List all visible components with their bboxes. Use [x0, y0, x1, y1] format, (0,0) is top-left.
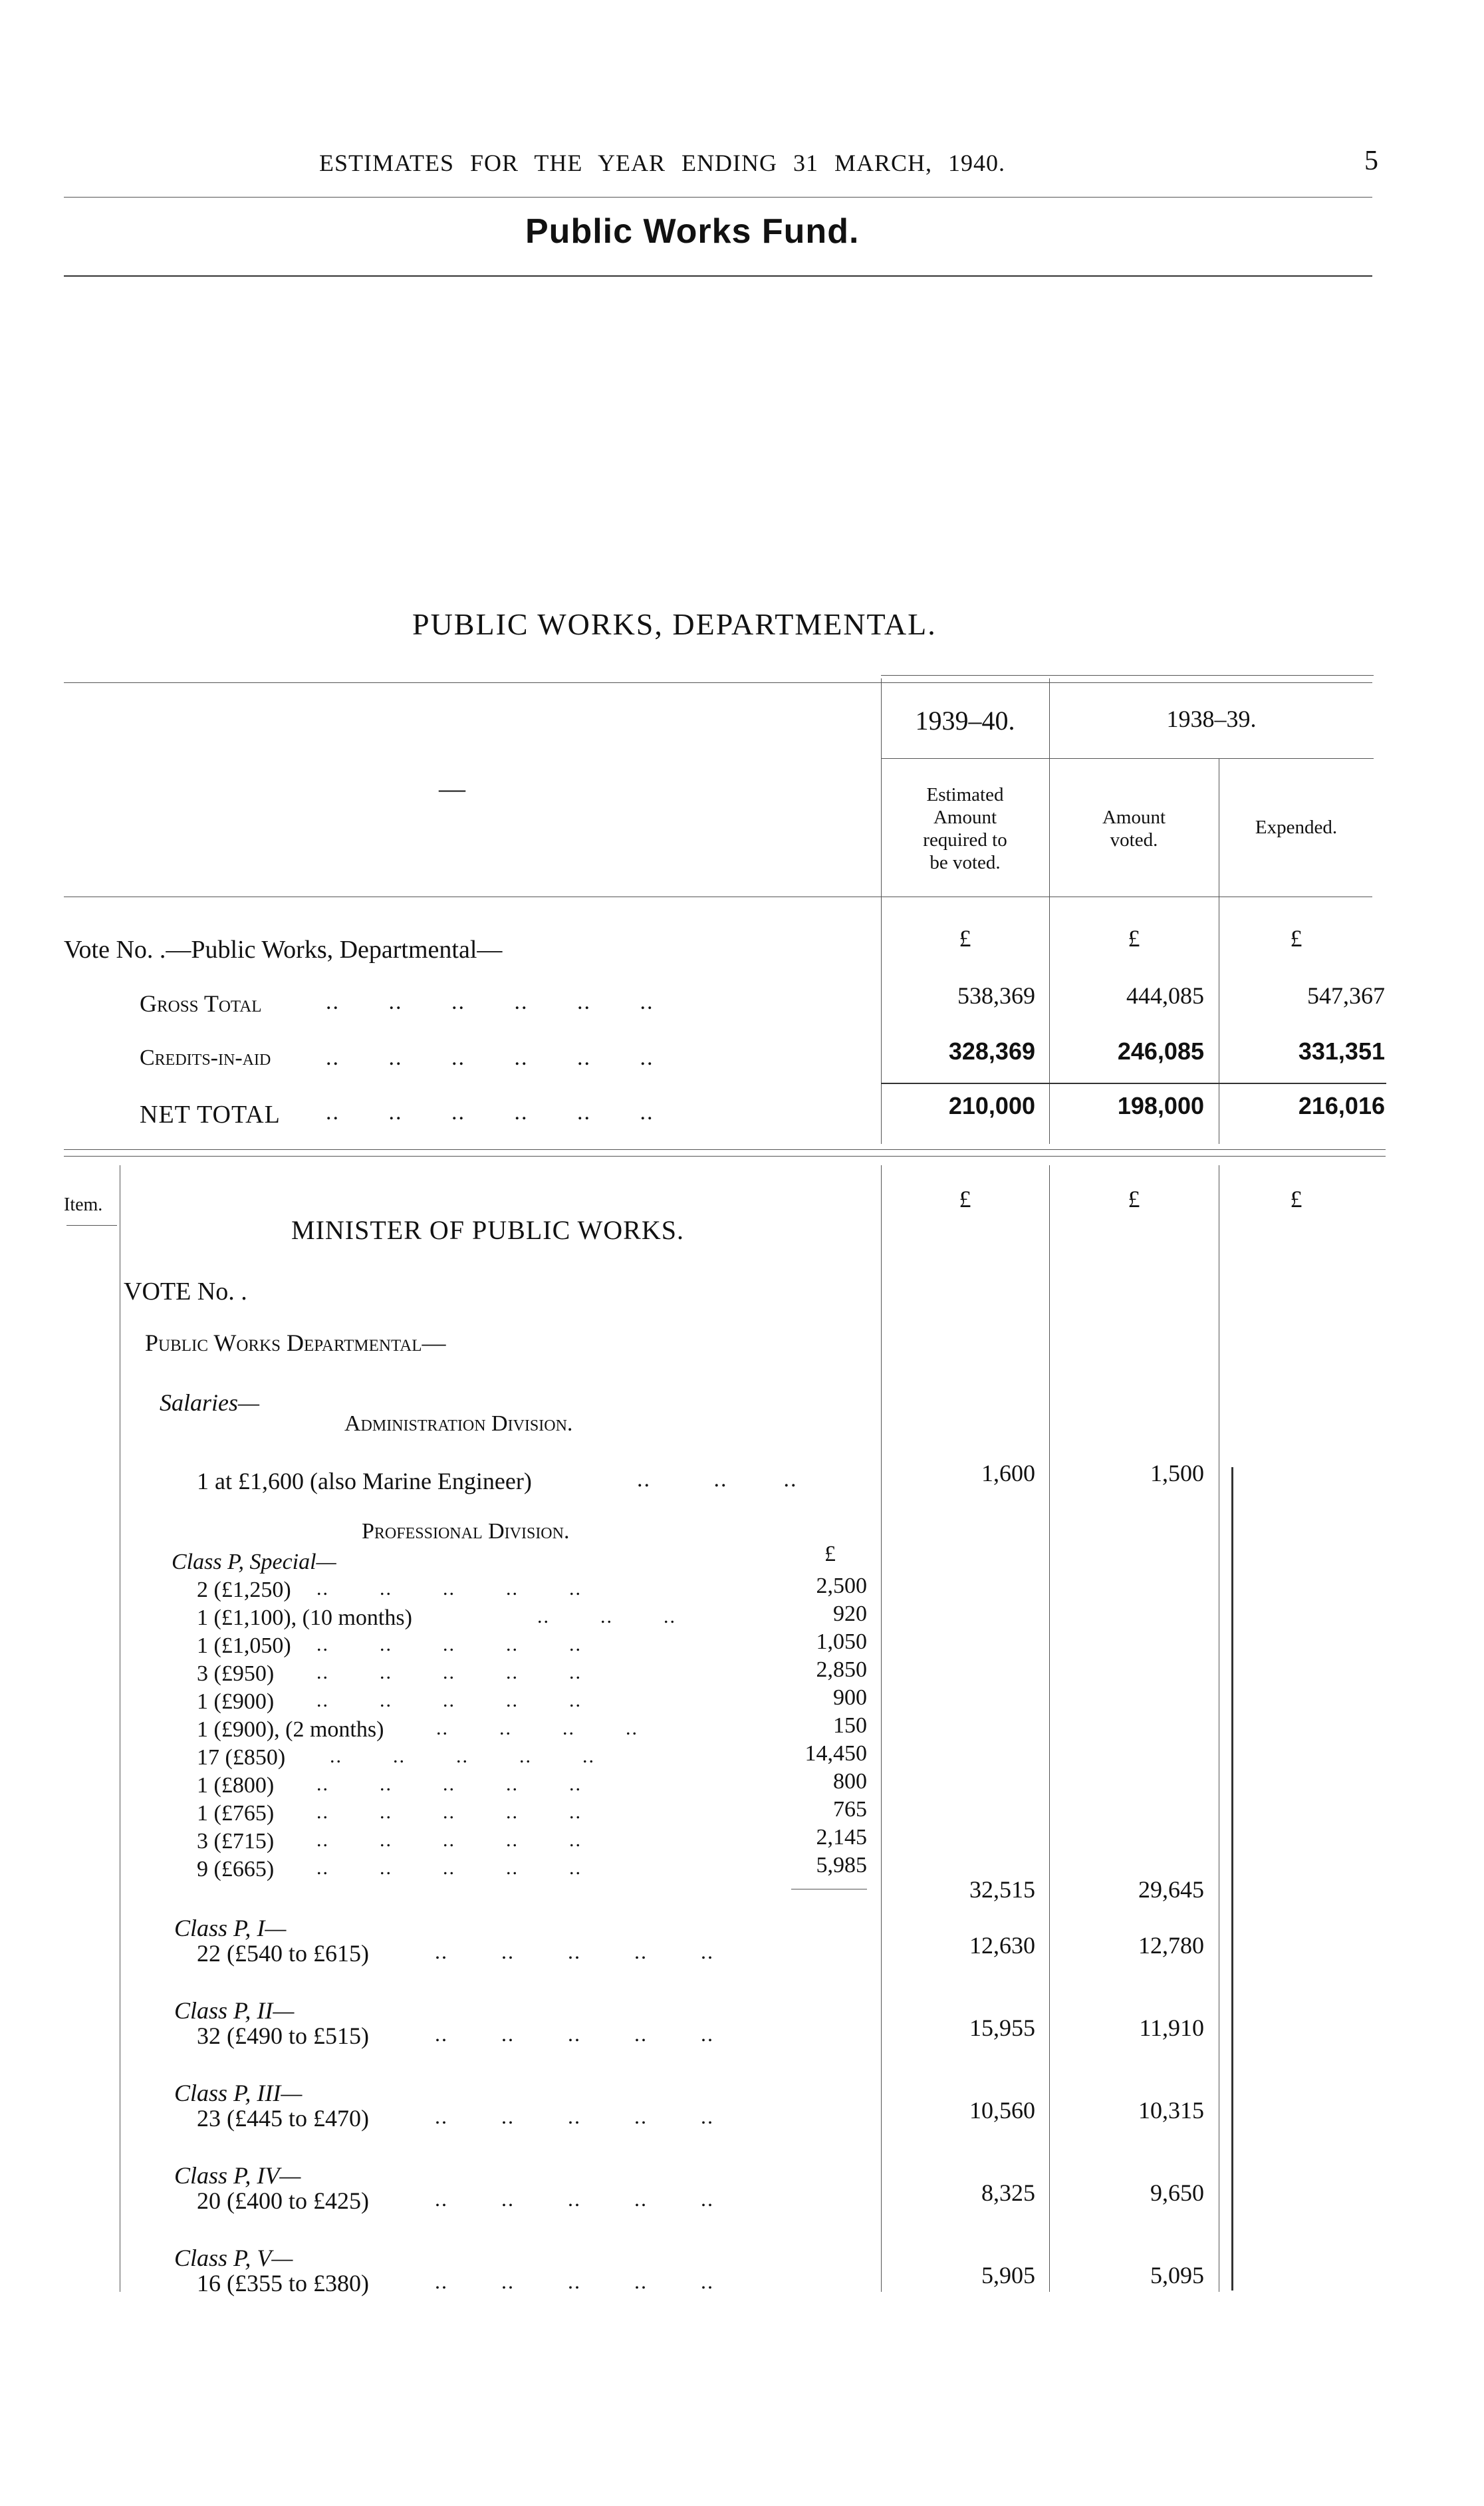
special-row-label: 3 (£950)	[197, 1661, 275, 1686]
estimated-heading-l4: be voted.	[929, 852, 1001, 873]
class-leader: .. .. .. .. ..	[435, 2187, 714, 2211]
special-row-label: 3 (£715)	[197, 1829, 275, 1854]
fund-title: Public Works Fund.	[525, 212, 860, 251]
admin-row-estimated: 1,600	[981, 1460, 1035, 1486]
credits-voted: 246,085	[1117, 1038, 1204, 1065]
special-row-leader: .. .. .. .. ..	[316, 1773, 582, 1795]
admin-row-voted: 1,500	[1150, 1460, 1204, 1486]
special-row-label: 1 (£1,050)	[197, 1633, 291, 1658]
credits-label: Credits-in-aid	[140, 1045, 271, 1070]
currency-est: £	[959, 925, 971, 952]
credits-estimated: 328,369	[948, 1038, 1035, 1065]
class-voted: 5,095	[1150, 2262, 1204, 2289]
net-total-estimated: 210,000	[948, 1092, 1035, 1119]
class-heading: Class P, V—	[174, 2245, 293, 2271]
summary-end-rule-2	[64, 1156, 1386, 1157]
vote-no-heading: VOTE No. .	[124, 1278, 247, 1306]
special-row-leader: .. .. .. .. ..	[316, 1689, 582, 1711]
class-leader: .. .. .. .. ..	[435, 1939, 714, 1963]
special-row-amount: 2,850	[816, 1657, 867, 1682]
minister-heading: MINISTER OF PUBLIC WORKS.	[291, 1215, 684, 1245]
class-leader: .. .. .. .. ..	[435, 2104, 714, 2128]
net-total-label: NET TOTAL	[140, 1101, 281, 1129]
special-row-amount: 1,050	[816, 1629, 867, 1654]
column-head-rule	[881, 758, 1374, 759]
special-row-amount: 900	[833, 1685, 867, 1710]
special-row-label: 1 (£900), (2 months)	[197, 1717, 384, 1742]
currency-voted: £	[1128, 925, 1140, 952]
department-heading: Public Works Departmental—	[145, 1329, 446, 1356]
special-row-amount: 150	[833, 1713, 867, 1738]
special-row-leader: .. .. .. .. ..	[316, 1829, 582, 1851]
special-row-label: 1 (£1,100), (10 months)	[197, 1605, 412, 1630]
class-estimated: 15,955	[969, 2015, 1035, 2041]
net-total-leader: .. .. .. .. .. ..	[326, 1100, 654, 1125]
voted-heading-l1: Amount	[1102, 807, 1166, 828]
special-row-leader: .. .. .. .. ..	[316, 1661, 582, 1683]
class-voted: 9,650	[1150, 2179, 1204, 2206]
special-row-amount: 765	[833, 1797, 867, 1822]
class-voted: 12,780	[1138, 1932, 1204, 1959]
class-heading: Class P, III—	[174, 2080, 303, 2106]
special-row-label: 2 (£1,250)	[197, 1578, 291, 1602]
fund-title-rule	[64, 275, 1372, 277]
detail-currency-est: £	[959, 1186, 971, 1212]
gross-total-expended: 547,367	[1307, 982, 1385, 1009]
special-row-leader: .. .. .. .. ..	[316, 1578, 582, 1600]
item-label: Item.	[64, 1194, 103, 1215]
admin-row-leader: .. .. ..	[637, 1467, 798, 1492]
class-estimated: 12,630	[969, 1932, 1035, 1959]
estimated-heading-l2: Amount	[933, 807, 997, 828]
class-label: 32 (£490 to £515)	[197, 2022, 369, 2049]
special-row-amount: 14,450	[804, 1741, 867, 1766]
salaries-heading: Salaries—	[160, 1389, 260, 1416]
special-row-amount: 5,985	[816, 1853, 867, 1878]
admin-row-label: 1 at £1,600 (also Marine Engineer)	[197, 1468, 532, 1494]
col-rule-1	[881, 678, 882, 1144]
special-row-leader: .. .. .. .. ..	[316, 1857, 582, 1879]
gross-total-voted: 444,085	[1126, 982, 1204, 1009]
special-class-heading: Class P, Special—	[172, 1550, 336, 1574]
gross-total-leader: .. .. .. .. .. ..	[326, 990, 654, 1014]
section-title: PUBLIC WORKS, DEPARTMENTAL.	[412, 607, 937, 641]
voted-heading-l2: voted.	[1110, 829, 1158, 851]
class-leader: .. .. .. .. ..	[435, 2022, 714, 2046]
special-total-voted: 29,645	[1138, 1876, 1204, 1903]
special-row-leader: .. .. ..	[537, 1605, 676, 1627]
summary-end-rule-1	[64, 1149, 1386, 1150]
special-row-label: 1 (£900)	[197, 1689, 275, 1714]
special-row-label: 9 (£665)	[197, 1857, 275, 1881]
special-row-amount: 2,145	[816, 1825, 867, 1850]
class-voted: 11,910	[1139, 2015, 1204, 2041]
class-heading: Class P, I—	[174, 1915, 287, 1941]
special-row-label: 1 (£765)	[197, 1801, 275, 1826]
bracket-rule	[1231, 1467, 1233, 2291]
special-row-label: 1 (£800)	[197, 1773, 275, 1798]
class-heading: Class P, IV—	[174, 2162, 301, 2189]
admin-division-heading: Administration Division.	[344, 1411, 573, 1436]
class-estimated: 5,905	[981, 2262, 1035, 2289]
net-total-expended: 216,016	[1298, 1092, 1385, 1119]
class-heading: Class P, II—	[174, 1997, 295, 2024]
special-row-amount: 800	[833, 1769, 867, 1794]
special-row-label: 17 (£850)	[197, 1745, 286, 1770]
year-previous: 1938–39.	[1166, 706, 1257, 732]
class-leader: .. .. .. .. ..	[435, 2269, 714, 2293]
class-voted: 10,315	[1138, 2097, 1204, 2124]
prof-division-heading: Professional Division.	[362, 1519, 570, 1544]
voted-heading	[1049, 806, 1219, 851]
special-row-leader: .. .. .. .. ..	[316, 1633, 582, 1655]
special-row-amount: 2,500	[816, 1574, 867, 1598]
item-label-rule	[66, 1225, 117, 1226]
class-label: 20 (£400 to £425)	[197, 2187, 369, 2214]
gross-total-label: Gross Total	[140, 990, 262, 1017]
detail-currency-exp: £	[1290, 1186, 1302, 1212]
dash-heading: —	[439, 773, 465, 803]
currency-exp: £	[1290, 925, 1302, 952]
vote-label: Vote No. .—Public Works, Departmental—	[64, 936, 503, 964]
special-row-leader: .. .. .. .. ..	[330, 1745, 595, 1767]
estimated-heading-l3: required to	[923, 829, 1007, 851]
special-row-leader: .. .. .. .. ..	[316, 1801, 582, 1823]
special-row-amount: 920	[833, 1601, 867, 1626]
net-total-voted: 198,000	[1117, 1092, 1204, 1119]
class-estimated: 10,560	[969, 2097, 1035, 2124]
credits-leader: .. .. .. .. .. ..	[326, 1045, 654, 1070]
running-title: ESTIMATES FOR THE YEAR ENDING 31 MARCH, 1940.	[319, 150, 1006, 176]
net-total-rule	[881, 1083, 1386, 1084]
class-estimated: 8,325	[981, 2179, 1035, 2206]
header-rule	[64, 197, 1372, 198]
special-currency: £	[824, 1542, 836, 1566]
special-row-leader: .. .. .. ..	[436, 1717, 638, 1739]
estimated-heading	[881, 783, 1049, 874]
estimated-heading-l1: Estimated	[926, 784, 1004, 805]
class-label: 23 (£445 to £470)	[197, 2105, 369, 2132]
year-rule	[881, 675, 1374, 676]
page-number: 5	[1364, 146, 1378, 176]
class-label: 16 (£355 to £380)	[197, 2270, 369, 2297]
table-top-rule	[64, 682, 1372, 683]
gross-total-estimated: 538,369	[957, 982, 1035, 1009]
class-label: 22 (£540 to £615)	[197, 1940, 369, 1967]
special-total-estimated: 32,515	[969, 1876, 1035, 1903]
detail-currency-voted: £	[1128, 1186, 1140, 1212]
expended-heading: Expended.	[1255, 817, 1338, 838]
col-rule-2	[1049, 678, 1050, 1144]
year-current: 1939–40.	[915, 706, 1015, 736]
credits-expended: 331,351	[1298, 1038, 1385, 1065]
